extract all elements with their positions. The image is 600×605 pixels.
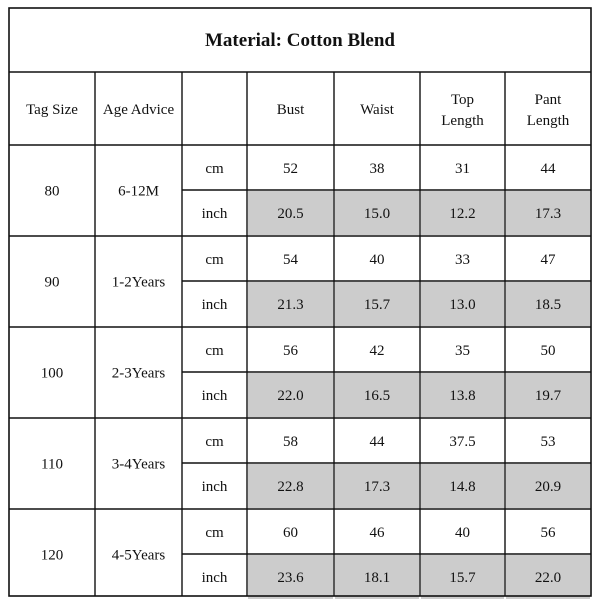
bust-inch-cell: 22.0 xyxy=(277,388,304,404)
waist-cm-cell: 44 xyxy=(369,434,385,450)
age-advice-cell: 6-12M xyxy=(118,183,159,200)
bust-inch-cell: 22.8 xyxy=(277,479,304,495)
unit-cell-inch: inch xyxy=(201,570,228,586)
bust-cm-cell: 56 xyxy=(283,343,298,359)
unit-cell-inch: inch xyxy=(201,388,228,404)
pant-length-inch-cell: 17.3 xyxy=(534,206,562,222)
pant-length-cm-cell: 50 xyxy=(540,343,556,359)
header-waist: Waist xyxy=(360,102,394,118)
waist-cm-cell: 42 xyxy=(369,343,385,359)
header-top-length: Length xyxy=(441,113,484,129)
age-advice-cell: 1-2Years xyxy=(111,274,166,291)
tag-size-cell: 90 xyxy=(44,274,60,291)
tag-size-cell: 80 xyxy=(44,183,60,200)
bust-inch-cell: 21.3 xyxy=(277,297,304,313)
bust-cm-cell: 58 xyxy=(283,434,298,450)
unit-cell-cm: cm xyxy=(205,161,224,177)
pant-length-cm-cell: 47 xyxy=(540,252,556,268)
top-length-cm-cell: 37.5 xyxy=(449,434,476,450)
header-pant-length: Pant xyxy=(534,92,562,108)
top-length-cm-cell: 33 xyxy=(455,252,470,268)
top-length-inch-cell: 13.8 xyxy=(449,388,476,404)
tag-size-cell: 120 xyxy=(40,547,64,564)
top-length-inch-cell: 15.7 xyxy=(449,570,476,586)
header-age-advice: Age Advice xyxy=(102,102,175,118)
header-top-length: Top xyxy=(450,92,475,108)
bust-inch-cell: 20.5 xyxy=(277,206,304,222)
pant-length-inch-cell: 20.9 xyxy=(534,479,562,495)
waist-inch-cell: 15.0 xyxy=(363,206,391,222)
header-bust: Bust xyxy=(276,102,305,118)
age-advice-cell: 4-5Years xyxy=(111,547,166,564)
bust-cm-cell: 54 xyxy=(283,252,298,268)
pant-length-inch-cell: 18.5 xyxy=(534,297,562,313)
unit-cell-inch: inch xyxy=(201,479,228,495)
pant-length-inch-cell: 22.0 xyxy=(534,570,562,586)
unit-cell-cm: cm xyxy=(205,252,224,268)
pant-length-cm-cell: 53 xyxy=(540,434,556,450)
unit-cell-cm: cm xyxy=(205,525,224,541)
tag-size-cell: 100 xyxy=(40,365,64,382)
unit-cell-cm: cm xyxy=(205,434,224,450)
table-title: Material: Cotton Blend xyxy=(205,30,395,51)
bust-cm-cell: 60 xyxy=(283,525,298,541)
header-pant-length: Length xyxy=(526,113,570,129)
top-length-inch-cell: 14.8 xyxy=(449,479,476,495)
waist-cm-cell: 38 xyxy=(369,161,385,177)
pant-length-cm-cell: 56 xyxy=(540,525,556,541)
waist-inch-cell: 15.7 xyxy=(363,297,391,313)
waist-inch-cell: 18.1 xyxy=(363,570,391,586)
header-tag-size: Tag Size xyxy=(26,102,78,118)
age-advice-cell: 2-3Years xyxy=(111,365,166,382)
age-advice-cell: 3-4Years xyxy=(111,456,166,473)
top-length-inch-cell: 12.2 xyxy=(449,206,476,222)
waist-inch-cell: 16.5 xyxy=(363,388,391,404)
waist-cm-cell: 40 xyxy=(369,252,385,268)
top-length-cm-cell: 31 xyxy=(455,161,470,177)
pant-length-cm-cell: 44 xyxy=(540,161,556,177)
bust-cm-cell: 52 xyxy=(283,161,298,177)
unit-cell-cm: cm xyxy=(205,343,224,359)
top-length-cm-cell: 35 xyxy=(455,343,470,359)
unit-cell-inch: inch xyxy=(201,297,228,313)
pant-length-inch-cell: 19.7 xyxy=(534,388,562,404)
waist-inch-cell: 17.3 xyxy=(363,479,391,495)
waist-cm-cell: 46 xyxy=(369,525,385,541)
tag-size-cell: 110 xyxy=(41,456,63,473)
top-length-cm-cell: 40 xyxy=(455,525,470,541)
top-length-inch-cell: 13.0 xyxy=(449,297,476,313)
unit-cell-inch: inch xyxy=(201,206,228,222)
bust-inch-cell: 23.6 xyxy=(277,570,304,586)
